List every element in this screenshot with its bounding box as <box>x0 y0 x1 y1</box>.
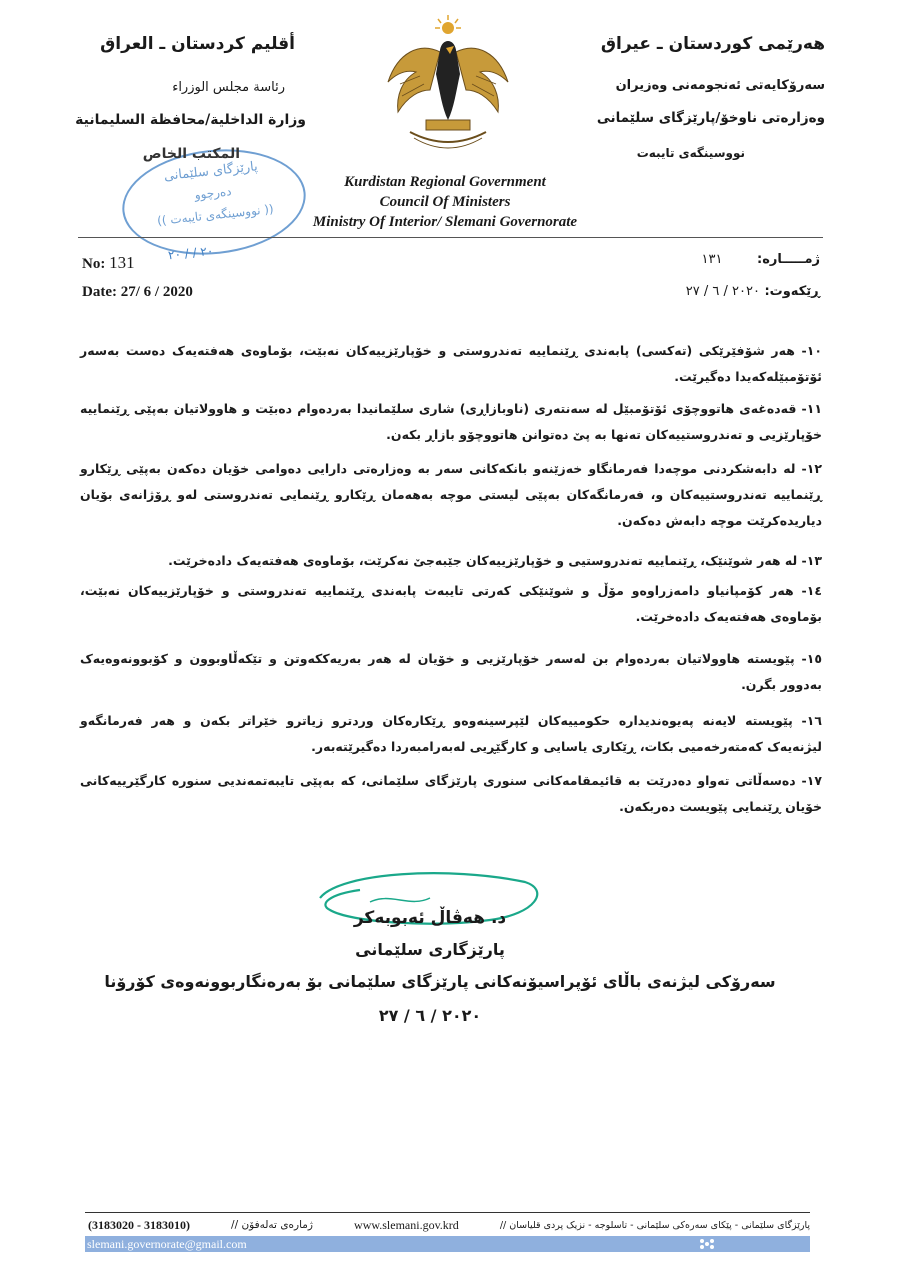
footer-divider <box>85 1212 810 1213</box>
flower-ornament-icon <box>698 1237 716 1251</box>
english-ministry: Ministry Of Interior/ Slemani Governorate <box>312 214 578 230</box>
stamp-date-text: ٢٠ / / ٢٠ <box>167 243 214 263</box>
header-arabic-council: رئاسة مجلس الوزراء <box>172 80 285 95</box>
header-kurdish-region: هەرێمی کوردستان ـ عیراق <box>600 34 825 54</box>
footer-phones: (3183020 - 3183010) <box>88 1217 190 1232</box>
stamp-bottom: (( نووسینگەی تایبەت )) <box>156 201 275 229</box>
date-value: 27/ 6 / 2020 <box>120 284 193 300</box>
stamp-top-text: المكتب الخاص <box>142 146 240 162</box>
signer-name: د. هەڤاڵ ئەبوبەکر <box>353 908 507 928</box>
no-field <box>82 253 135 273</box>
paragraph-12: ١٢- لە دابەشکردنی موچەدا فەرمانگاو خەزێنەو بانکەکانی سەر بە وەزارەتی دارایی دەوامی خۆیان دەکەن بەپێی ڕێکارو ڕێنماییە تەندروستییەکان و، فەرمانگەکان بەپێی لیستی موچە بەهەمان ڕێکارو ڕێنمایی تەندروستی لەو ڕۆژانەی بۆیان دیاریدەکرێت موچە دابەش دەکەن. <box>80 461 822 528</box>
header-arabic-ministry: وزارة الداخلية/محافظة السليمانية <box>75 112 306 128</box>
eagle-emblem-icon <box>380 12 516 162</box>
ku-no-value: ١٣١ <box>701 252 723 267</box>
paragraph-14: ١٤- هەر کۆمپانیاو دامەزراوەو مۆڵ و شوێنێکی کەرتی تایبەت پابەندی ڕێنماییە تەندروستی و خۆپارێزییەکان نەبێت، بۆماوەی هەفتەیەک دادەخرێت. <box>80 583 822 624</box>
ku-no-field <box>620 252 820 267</box>
footer-website[interactable]: www.slemani.gov.krd <box>354 1217 459 1232</box>
paragraph-13: ١٣- لە هەر شوێنێک، ڕێنماییە تەندروستیی و خۆپارێزییەکان جێبەجێ نەکرێت، بۆماوەی هەفتەیەک دادەخرێت. <box>168 553 822 568</box>
footer-phones-label: ژمارەی تەلەفۆن // <box>231 1219 314 1231</box>
signature-date: ٢٠٢٠ / ٦ / ٢٧ <box>378 1006 482 1025</box>
header-arabic-region: أقليم كردستان ـ العراق <box>100 34 295 54</box>
paragraph-15: ١٥- پێویستە هاوولاتیان بەردەوام بن لەسەر خۆپارێزیی و خۆیان لە هەر بەریەککەوتن و تێکەڵاوبوون و کۆبوونەوەیەک بەدوور بگرن. <box>80 651 822 692</box>
ku-date-value: ٢٠٢٠ / ٦ / ٢٧ <box>685 284 760 299</box>
signer-title: پارێزگاری سلێمانی <box>355 940 505 959</box>
signer-role: سەرۆکی لیژنەی باڵای ئۆپراسیۆنەکانی پارێزگای سلێمانی بۆ بەرەنگاربوونەوەی کۆرۆنا <box>104 972 776 991</box>
no-label: No: <box>82 256 106 272</box>
stamp-mid1: پارێزگای سلێمانی <box>163 159 259 185</box>
header-kurdish-council: سەرۆکایەتی ئەنجومەنی وەزیران <box>615 78 825 93</box>
header-divider <box>78 237 823 238</box>
krg-emblem <box>380 12 516 162</box>
ku-no-label: ژمـــــارە: <box>757 252 820 267</box>
footer-contact-row <box>88 1216 810 1234</box>
paragraph-11: ١١- قەدەغەی هاتووچۆی ئۆتۆمبێل لە سەنتەری (ناوبازاڕی) شاری سلێمانیدا بەردەوام دەبێت و هاوولاتیان بەپێی ڕێنماییە خۆپارێزیی و تەندروستییەکان تەنها بە پێ دەتوانن هاتووچۆو بازاڕ بکەن. <box>80 401 822 442</box>
stamp-mid2: دەرچوو <box>194 184 233 202</box>
footer-email[interactable]: slemani.governorate@gmail.com <box>87 1237 247 1251</box>
ku-date-label: ڕێکەوت: <box>764 284 820 299</box>
no-value: 131 <box>109 253 135 272</box>
paragraph-10: ١٠- هەر شۆفێرێکی (تەکسی) پابەندی ڕێنماییە تەندروستی و خۆپارێزییەکان نەبێت، بۆماوەی هەفتەیەک دەست بەسەر ئۆتۆمبێلەکەیدا دەگیرێت. <box>80 343 822 384</box>
paragraph-17: ١٧- دەسەڵاتی تەواو دەدرێت بە قائیمقامەکانی سنوری پارێزگای سلێمانی، کە بەپێی تایبەتمەندیی سنورە کارگێرییەکانی خۆیان ڕێنمایی پێویست دەربکەن. <box>80 773 822 814</box>
date-label: Date: <box>82 284 117 300</box>
english-krg: Kurdistan Regional Government <box>344 174 546 190</box>
header-kurdish-ministry: وەزارەتی ناوخۆ/پارێزگای سلێمانی <box>596 110 825 126</box>
ku-date-field <box>620 284 820 299</box>
header-kurdish-office: نووسینگەی تایبەت <box>636 146 745 160</box>
date-field <box>82 284 193 301</box>
paragraph-16: ١٦- پێویستە لایەنە پەیوەندیدارە حکومییەکان لێپرسینەوەو ڕێکارەکان وردترو زیاترو خێراتر بکەن و هەر فەرمانگەو لیژنەیەک کەمتەرخەمیی بکات، ڕێکاری یاسایی و کارگێڕیی لەبەرامبەردا دەگیرێتەبەر. <box>80 713 822 754</box>
footer-address: پارێزگای سلێمانی - پێکای سەرەکی سلێمانی - تاسلوجە - نزیک پردی قلیاسان // <box>499 1219 810 1231</box>
footer-band <box>85 1236 810 1252</box>
english-council: Council Of Ministers <box>379 194 511 210</box>
